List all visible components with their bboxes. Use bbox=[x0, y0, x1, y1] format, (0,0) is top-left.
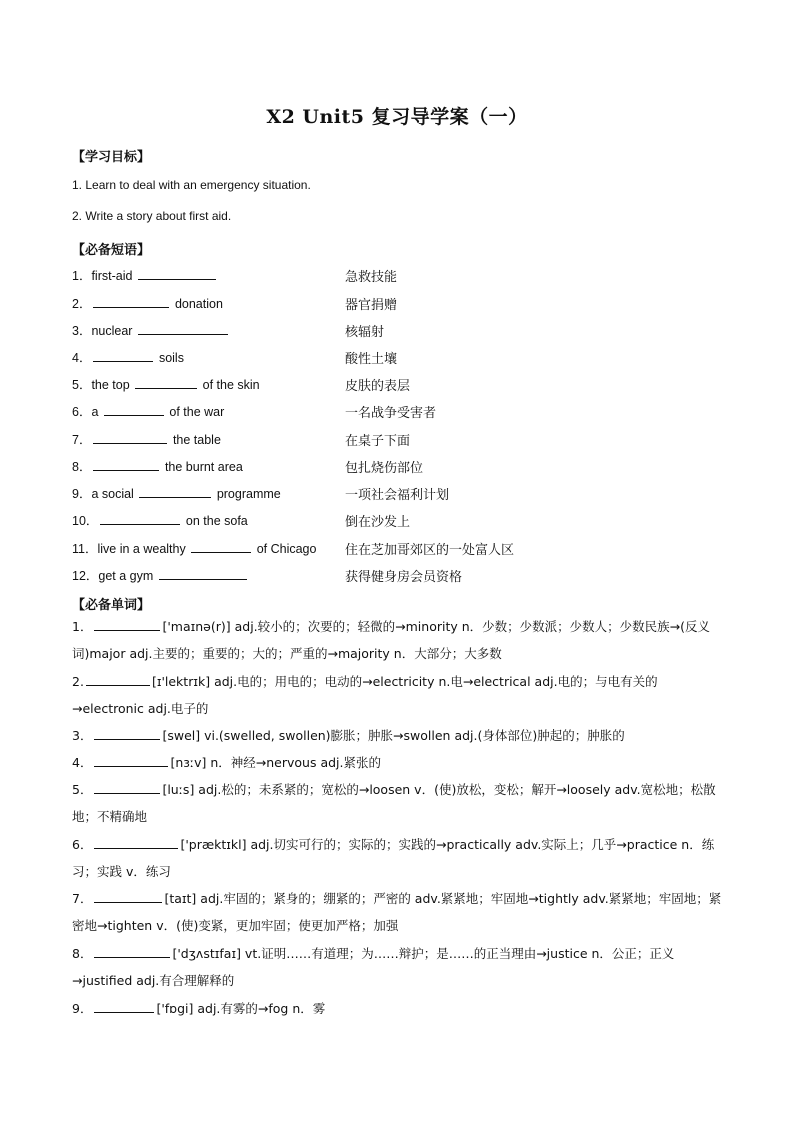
phrases-heading: 【必备短语】 bbox=[72, 243, 151, 258]
word-number: 6． bbox=[72, 837, 93, 852]
word-entry bbox=[72, 831, 724, 885]
phrase-translation: 核辐射 bbox=[345, 325, 385, 340]
phrase-number: 2． bbox=[72, 297, 92, 311]
phrase-number: 7． bbox=[72, 433, 92, 447]
word-entry bbox=[72, 668, 724, 722]
word-entry bbox=[72, 613, 724, 667]
word-definition: ['dʒʌstɪfaɪ] vt.证明……有道理；为……辩护；是……的正当理由→justice n．公正；正义→justified adj.有合理解释的 bbox=[72, 946, 675, 988]
word-number: 3． bbox=[72, 728, 93, 743]
phrase-row bbox=[72, 539, 752, 559]
answer-blank[interactable] bbox=[159, 567, 247, 580]
phrase-after: programme bbox=[216, 487, 281, 501]
phrase-number: 11． bbox=[72, 542, 98, 556]
answer-blank[interactable] bbox=[138, 322, 228, 335]
answer-blank[interactable] bbox=[135, 376, 197, 389]
word-number: 2. bbox=[72, 674, 84, 689]
phrase-number: 12． bbox=[72, 569, 99, 583]
phrase-after: of the war bbox=[169, 405, 225, 419]
answer-blank[interactable] bbox=[94, 945, 170, 958]
word-definition: [swel] vi.(swelled, swollen)膨胀；肿胀→swollen adj.(身体部位)肿起的；肿胀的 bbox=[162, 728, 625, 743]
answer-blank[interactable] bbox=[94, 618, 160, 631]
phrase-translation: 在桌子下面 bbox=[345, 434, 411, 449]
word-definition: ['præktɪkl] adj.切实可行的；实际的；实践的→practically adv.实际上；几乎→practice n．练习；实践 v．练习 bbox=[72, 837, 715, 879]
phrase-after: of Chicago bbox=[256, 542, 317, 556]
word-definition: [nɜːv] n．神经→nervous adj.紧张的 bbox=[170, 755, 382, 770]
phrase-row bbox=[72, 402, 752, 422]
phrase-translation: 急救技能 bbox=[345, 270, 398, 285]
phrase-row bbox=[72, 348, 752, 368]
answer-blank[interactable] bbox=[191, 540, 251, 553]
word-definition: [taɪt] adj.牢固的；紧身的；绷紧的；严密的 adv.紧紧地；牢固地→tightly adv.紧紧地；牢固地；紧密地→tighten v．(使)变紧，更加牢固；使更加严格；加强 bbox=[72, 891, 722, 933]
word-number: 8． bbox=[72, 946, 93, 961]
phrase-before: a bbox=[91, 405, 99, 419]
phrase-number: 1． bbox=[72, 269, 92, 283]
word-entry bbox=[72, 995, 724, 1022]
phrase-number: 5． bbox=[72, 378, 92, 392]
phrase-after: the burnt area bbox=[164, 460, 243, 474]
word-entry bbox=[72, 776, 724, 830]
word-entry bbox=[72, 722, 724, 749]
phrase-row bbox=[72, 566, 752, 586]
phrase-number: 10． bbox=[72, 514, 99, 528]
phrase-after: of the skin bbox=[202, 378, 260, 392]
objective-item: 2. Write a story about first aid. bbox=[72, 209, 232, 223]
word-definition: ['fɒgi] adj.有雾的→fog n．雾 bbox=[156, 1001, 326, 1016]
answer-blank[interactable] bbox=[94, 754, 168, 767]
phrase-translation: 倒在沙发上 bbox=[345, 515, 411, 530]
phrase-row bbox=[72, 294, 752, 314]
phrase-after: soils bbox=[158, 351, 184, 365]
phrase-row bbox=[72, 375, 752, 395]
phrase-translation: 获得健身房会员资格 bbox=[345, 570, 463, 585]
phrase-translation: 一项社会福利计划 bbox=[345, 488, 450, 503]
answer-blank[interactable] bbox=[86, 673, 150, 686]
phrase-row bbox=[72, 266, 752, 286]
answer-blank[interactable] bbox=[138, 267, 216, 280]
answer-blank[interactable] bbox=[139, 485, 211, 498]
objective-item: 1. Learn to deal with an emergency situation. bbox=[72, 178, 311, 192]
word-number: 1． bbox=[72, 619, 93, 634]
answer-blank[interactable] bbox=[104, 403, 164, 416]
word-entry bbox=[72, 885, 724, 939]
phrase-before: get a gym bbox=[98, 569, 154, 583]
answer-blank[interactable] bbox=[94, 1000, 154, 1013]
word-number: 9． bbox=[72, 1001, 93, 1016]
word-entry bbox=[72, 940, 724, 994]
phrase-row bbox=[72, 457, 752, 477]
phrase-before: first-aid bbox=[91, 269, 133, 283]
phrase-before: the top bbox=[91, 378, 130, 392]
phrase-before: nuclear bbox=[91, 324, 133, 338]
phrase-after: donation bbox=[174, 297, 223, 311]
objectives-heading: 【学习目标】 bbox=[72, 150, 151, 165]
word-number: 5． bbox=[72, 782, 93, 797]
answer-blank[interactable] bbox=[94, 727, 160, 740]
word-number: 7． bbox=[72, 891, 93, 906]
phrase-translation: 器官捐赠 bbox=[345, 298, 398, 313]
words-heading: 【必备单词】 bbox=[72, 598, 151, 613]
answer-blank[interactable] bbox=[93, 458, 159, 471]
word-definition: [luːs] adj.松的；未系紧的；宽松的→loosen v．(使)放松，变松；解开→loosely adv.宽松地；松散地；不精确地 bbox=[72, 782, 716, 824]
answer-blank[interactable] bbox=[94, 890, 162, 903]
phrase-translation: 酸性土壤 bbox=[345, 352, 398, 367]
phrase-number: 6． bbox=[72, 405, 92, 419]
phrase-row bbox=[72, 430, 752, 450]
phrase-number: 9． bbox=[72, 487, 92, 501]
word-number: 4． bbox=[72, 755, 93, 770]
page-title: X2 Unit5 复习导学案（一） bbox=[266, 106, 528, 128]
phrase-before: a social bbox=[91, 487, 134, 501]
phrase-translation: 包扎烧伤部位 bbox=[345, 461, 424, 476]
answer-blank[interactable] bbox=[100, 512, 180, 525]
phrase-row bbox=[72, 511, 752, 531]
word-entry bbox=[72, 749, 724, 776]
phrase-row bbox=[72, 484, 752, 504]
answer-blank[interactable] bbox=[94, 836, 178, 849]
phrase-translation: 一名战争受害者 bbox=[345, 406, 437, 421]
phrase-row bbox=[72, 321, 752, 341]
word-definition: [ɪ'lektrɪk] adj.电的；用电的；电动的→electricity n.电→electrical adj.电的；与电有关的→electronic adj.电子的 bbox=[72, 674, 658, 716]
phrase-number: 3． bbox=[72, 324, 92, 338]
phrase-before: live in a wealthy bbox=[97, 542, 186, 556]
phrase-translation: 皮肤的表层 bbox=[345, 379, 411, 394]
phrase-number: 8． bbox=[72, 460, 92, 474]
phrase-after: on the sofa bbox=[185, 514, 248, 528]
phrase-after: the table bbox=[172, 433, 221, 447]
phrase-translation: 住在芝加哥郊区的一处富人区 bbox=[345, 543, 515, 558]
answer-blank[interactable] bbox=[93, 295, 169, 308]
answer-blank[interactable] bbox=[94, 781, 160, 794]
answer-blank[interactable] bbox=[93, 431, 167, 444]
word-definition: ['maɪnə(r)] adj.较小的；次要的；轻微的→minority n．少数；少数派；少数人；少数民族→(反义词)major adj.主要的；重要的；大的；严重的→majority n．大部分；大多数 bbox=[72, 619, 710, 661]
answer-blank[interactable] bbox=[93, 349, 153, 362]
phrase-number: 4． bbox=[72, 351, 92, 365]
